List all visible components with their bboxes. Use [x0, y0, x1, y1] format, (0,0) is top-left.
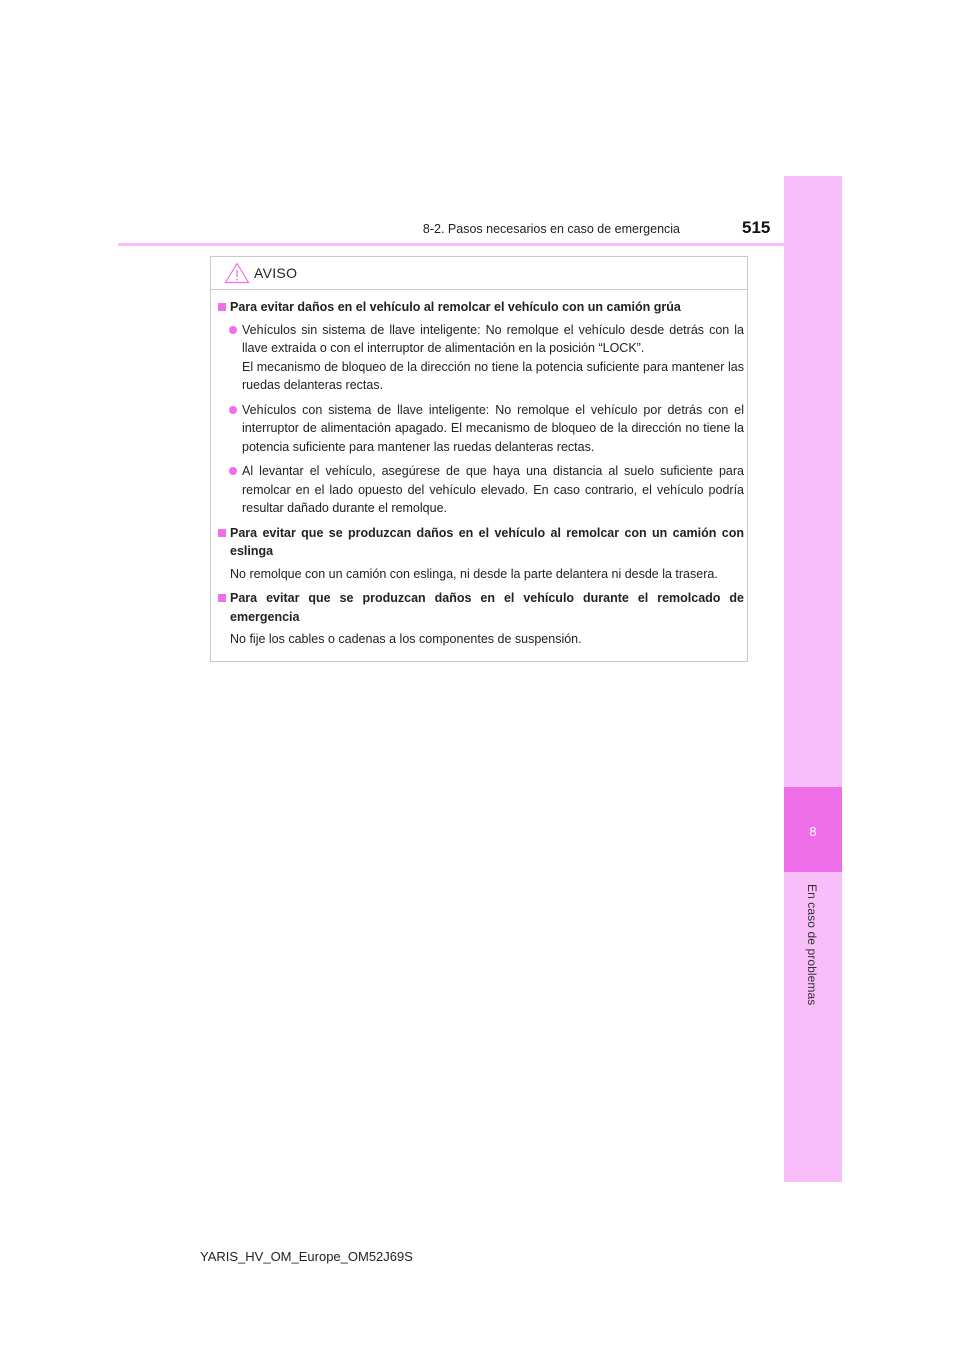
bullet-item — [218, 401, 744, 457]
bullet-text: Vehículos con sistema de llave inteligente: No remolque el vehículo por detrás con el interruptor de alimentación apagado. El mecanismo de bloqueo de la dirección no tiene la potencia suficiente para mantener las ruedas delanteras rectas. — [242, 402, 744, 454]
bullet-item — [218, 321, 744, 395]
warning-triangle-icon — [224, 262, 250, 284]
warning-content — [218, 298, 744, 655]
square-bullet-icon — [218, 594, 226, 602]
circle-bullet-icon — [229, 467, 237, 475]
bullet-text: Vehículos sin sistema de llave inteligente: No remolque el vehículo desde detrás con la llave extraída o con el interruptor de alimentación en la posición “LOCK”. — [242, 322, 744, 355]
warning-header — [211, 257, 747, 290]
bullet-item — [218, 462, 744, 518]
bullet-text: Al levantar el vehículo, asegúrese de que haya una distancia al suelo suficiente para remolcar en el lado opuesto del vehículo elevado. En caso contrario, el vehículo podría resultar dañado durante el remolque. — [242, 464, 744, 515]
section-heading — [218, 298, 744, 317]
chapter-number: 8 — [809, 824, 817, 839]
document-code: YARIS_HV_OM_Europe_OM52J69S — [200, 1249, 413, 1264]
section-paragraph: No fije los cables o cadenas a los componentes de suspensión. — [230, 632, 582, 646]
section-heading — [218, 524, 744, 561]
warning-box — [210, 256, 748, 662]
chapter-side-tab — [784, 176, 842, 1182]
circle-bullet-icon — [229, 326, 237, 334]
page-number: 515 — [742, 218, 771, 237]
warning-title: AVISO — [254, 265, 298, 281]
section-heading — [218, 589, 744, 626]
header-rule — [118, 243, 842, 246]
square-bullet-icon — [218, 303, 226, 311]
square-bullet-icon — [218, 529, 226, 537]
bullet-text: El mecanismo de bloqueo de la dirección no tiene la potencia suficiente para mantener las ruedas delanteras rectas. — [242, 359, 744, 392]
section-heading-text: Para evitar que se produzcan daños en el vehículo al remolcar con un camión con eslinga — [230, 525, 744, 558]
section-heading-text: Para evitar que se produzcan daños en el vehículo durante el remolcado de emergencia — [230, 591, 744, 624]
section-title: 8-2. Pasos necesarios en caso de emergencia — [422, 222, 680, 236]
circle-bullet-icon — [229, 406, 237, 414]
section-heading-text: Para evitar daños en el vehículo al remolcar el vehículo con un camión grúa — [230, 300, 681, 314]
section-paragraph: No remolque con un camión con eslinga, ni desde la parte delantera ni desde la trasera. — [230, 566, 718, 581]
chapter-title: En caso de problemas — [805, 884, 819, 1006]
